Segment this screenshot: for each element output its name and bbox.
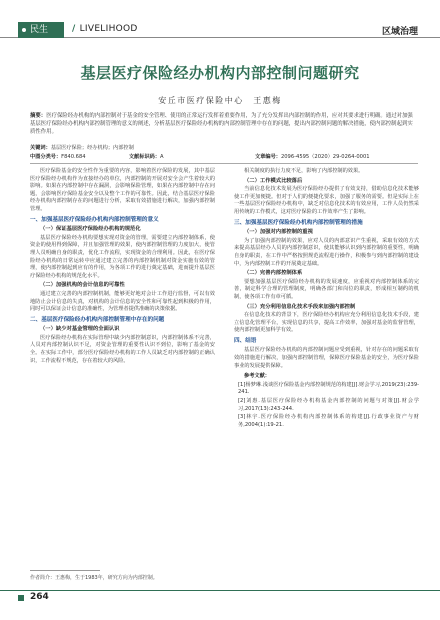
paragraph: 通过建立完善的内部控制机制，能够更好地对会计工作进行监督，可以有效地防止会计信息的失真，对机构的会计信息的安全性和可靠性起到积极的作用，同时可以保证会计信息的准确性，为管理者提供准确的决策依据。 bbox=[30, 290, 215, 313]
article-number bbox=[255, 153, 370, 160]
subsection-heading: （二）工作模式比较落后 bbox=[244, 177, 303, 184]
reference-item: [1]杨梦琳.浅谈医疗保险基金内部控制规范的构建[J].财会学习,2019(23):239-241. bbox=[238, 381, 419, 396]
page-footer bbox=[0, 590, 440, 604]
reference-item: [2]刘惠.基层医疗保险经办机构基金内部控制的问题与对策[J].财会学习,2017(13):243-244. bbox=[238, 398, 419, 412]
right-column bbox=[234, 168, 419, 430]
subsection-heading: （一）缺少对基金管理的全面认识 bbox=[40, 326, 120, 333]
clc-value: F840.684 bbox=[61, 154, 86, 160]
cn-value: 2096-4595（2020）29-0264-0001 bbox=[280, 154, 370, 160]
paragraph: 基层医疗保险经办机构的内部控制问题应受到重视，针对存在的问题采取有效的措施进行解决，加强内部控制管理，保障医疗保险基金的安全，为医疗保险事业的发展提供保障。 bbox=[234, 347, 419, 369]
reference-item: [3]林宇.医疗保险经办机构内部控制体系的构建[J].行政事业资产与财务,2004(1):19-21. bbox=[238, 414, 419, 428]
bullet-icon bbox=[22, 28, 26, 32]
paragraph: 当前信息化技术发展为医疗保险经办提供了有效支持，借助信息化技术能够使工作更加便捷。但对于人们的便捷化要求，加强了服务的需要。但是实际上在一些基层医疗保险经办机构中，缺乏对信息化技术的有效应用，工作人员仍然采用传统的工作模式，这对医疗保险的工作效率产生了影响。 bbox=[234, 186, 419, 215]
paragraph: 为了加强内部控制的效果，应对人员的内部意识产生重视，采取有效的方式来提高基层经办人员的内部控制意识，使其能够认识到内部控制的重要性，明确自身的职责，在工作中严格按照规范流程进行操作，积极参与到内部控制的建设中，为内部控制工作的开展奠定基础。 bbox=[234, 237, 419, 267]
journal-label: LIVELIHOOD bbox=[79, 24, 138, 34]
section-heading: 二、基层医疗保险经办机构内部控制管理中存在的问题 bbox=[30, 316, 165, 323]
article-title: 基层医疗保险经办机构内部控制问题研究 bbox=[80, 64, 360, 82]
section-badge bbox=[18, 22, 64, 38]
keywords-label: 关键词： bbox=[30, 145, 51, 151]
doc-code-label: 文献标识码： bbox=[128, 154, 161, 160]
subsection-heading: （三）充分利用信息化技术手段来加强内部控制 bbox=[244, 303, 356, 310]
cn-label: 文章编号： bbox=[255, 154, 281, 160]
classification-line bbox=[30, 153, 418, 160]
abstract-label: 摘要： bbox=[30, 113, 47, 119]
page-number: 264 bbox=[30, 592, 49, 602]
paragraph: 基层医疗保险经办机构要想实现对资金的管理，需要建立内部控制体系，使资金的使用得到保障，并且加强管理的效果，使内部控制管理的力度加大，使管理人员明确自身的职责，优化工作流程，实现资金的合理利用。因此，在医疗保险经办机构的日常运转中应通过建立完善的内部控制机制对资金实施有效的管理，使内部控制起到应有的作用，为各项工作的进行奠定基础，进而提升基层医疗保险经办机构的规范化水平。 bbox=[30, 234, 215, 279]
references-heading: 参考文献： bbox=[244, 373, 270, 380]
paragraph: 要想加强基层医疗保险经办机构的发展速度，应重视对内部控制体系的完善，制定科学合理的管理制度，明确各部门和岗位的职责，形成相互制约的机制，使各项工作有章可循。 bbox=[234, 278, 419, 300]
column-name: 区域治理 bbox=[381, 27, 418, 37]
clc-label: 中图分类号： bbox=[30, 154, 62, 160]
footnote-rule bbox=[30, 570, 100, 571]
slash-icon: / bbox=[72, 24, 76, 34]
paragraph: 在信息化技术的背景下，医疗保险经办机构应充分利用信息化技术手段，建立信息化管理平台，实现信息的共享，提高工作效率，加强对基金的监督管理，使内部控制更加科学有效。 bbox=[234, 312, 419, 334]
section-heading: 三、加强基层医疗保险经办机构内部控制管理的措施 bbox=[234, 219, 363, 226]
meta-rule bbox=[30, 163, 418, 164]
header-rule bbox=[0, 22, 440, 38]
section-label: 民生 bbox=[30, 25, 49, 35]
abstract bbox=[30, 112, 418, 136]
journal-name bbox=[72, 24, 138, 34]
paragraph: 医疗保险经办机构在实际管理中缺少内部控制意识，内部控制体系不完善，人员对内部控制认识不足，对资金管理的重要性认识不到位，影响了基金的安全。在实际工作中，部分医疗保险经办机构的工作人员缺乏对内部控制的正确认识，工作流程不规范，存在着较大的风险。 bbox=[30, 334, 215, 364]
keywords-line bbox=[30, 144, 134, 151]
doc-code-value: A bbox=[160, 154, 164, 160]
page-header bbox=[0, 22, 440, 44]
section-heading: 四、结语 bbox=[234, 337, 257, 344]
paragraph: 医疗保险基金的安全性作为重要的内容，影响着医疗保险的发展，其中基层医疗保险经办机构作为直接经办的单位，内部控制的开展对安全会产生着较大的影响。如果在内部控制中存在漏洞，会影响保险管理，如果在内部控制中存在问题，会影响医疗保险基金安全以及整个工作的可靠性。因此，结合基层医疗保险经办机构内部控制存在的问题进行分析，采取有效措施进行解决，加强内部控制管理。 bbox=[30, 168, 215, 212]
subsection-heading: （一）保证基层医疗保险经办机构的规范化 bbox=[40, 226, 141, 233]
page-marker-icon bbox=[18, 595, 24, 601]
subsection-heading: （二）加强机构的会计信息的可靠性 bbox=[40, 282, 125, 289]
paragraph: 相关制度的执行力度不足，影响了内部控制的效果。 bbox=[244, 168, 364, 174]
article-author: 安丘市医疗保险中心 王惠梅 bbox=[158, 96, 282, 105]
left-column bbox=[30, 168, 215, 366]
subsection-heading: （一）加强对内部控制的重视 bbox=[244, 229, 313, 236]
subsection-heading: （二）完善内部控制体系 bbox=[244, 270, 303, 277]
author-footnote: 作者简介：王惠梅，生于1983年，研究方向为内部控制。 bbox=[30, 575, 158, 581]
keywords-text: 基层医疗保险；经办机构；内部控制 bbox=[50, 145, 134, 151]
section-heading: 一、加强基层医疗保险经办机构内部控制管理的意义 bbox=[30, 216, 159, 223]
abstract-text: 医疗保险经办机构的内部控制对于基金的安全管理、使用的正常运行发挥着重要作用，为了充分发挥出内部控制的作用，应对其要求进行明确。通过对加强基层医疗保险经办机构内部控制管理的意义的阐述，分析基层医疗保险经办机构的内部控制管理中存在的问题，提出内部控制问题的解决措施，使内部控制起到实质性作用。 bbox=[30, 113, 413, 135]
